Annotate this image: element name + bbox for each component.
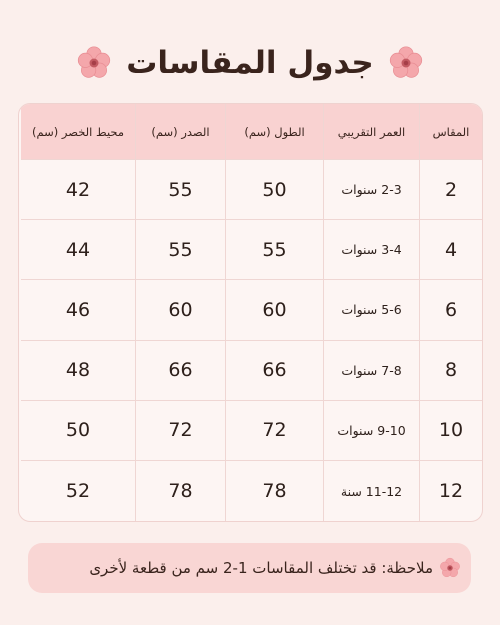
table-header-row	[19, 104, 482, 160]
waist-cell: 50	[21, 401, 135, 461]
length-cell: 72	[225, 401, 323, 461]
age-cell: 2-3 سنوات	[323, 160, 419, 220]
chest-cell: 55	[135, 220, 225, 280]
flower-icon	[439, 557, 461, 579]
table-row	[19, 160, 482, 220]
age-cell: 9-10 سنوات	[323, 401, 419, 461]
waist-cell: 52	[65, 480, 91, 503]
length-cell: 66	[225, 341, 323, 401]
size-cell: 2	[419, 160, 482, 220]
waist-cell: 42	[21, 160, 135, 220]
age-cell: 11-12 سنة	[323, 461, 419, 521]
length-cell: 55	[225, 220, 323, 280]
column-header: الصدر (سم)	[135, 104, 225, 160]
age-cell: 5-6 سنوات	[323, 280, 419, 340]
note-box	[28, 543, 471, 593]
length-cell: 60	[225, 280, 323, 340]
table-row	[19, 461, 482, 521]
waist-cell: 48	[21, 341, 135, 401]
waist-cell: 44	[21, 220, 135, 280]
table-row	[19, 220, 482, 280]
size-table	[18, 103, 483, 522]
column-header: محيط الخصر (سم)	[21, 104, 135, 160]
page-title: جدول المقاسات	[126, 45, 374, 81]
table-row	[19, 401, 482, 461]
size-cell: 8	[419, 341, 482, 401]
chest-cell: 78	[135, 461, 225, 521]
age-cell: 3-4 سنوات	[323, 220, 419, 280]
length-cell: 78	[225, 461, 323, 521]
size-cell: 10	[419, 401, 482, 461]
flower-icon	[76, 45, 112, 81]
chest-cell: 60	[135, 280, 225, 340]
column-header: المقاس	[419, 104, 482, 160]
column-header: العمر التقريبي	[323, 104, 419, 160]
table-row	[19, 341, 482, 401]
table-row	[19, 280, 482, 340]
size-cell: 4	[419, 220, 482, 280]
chest-cell: 72	[135, 401, 225, 461]
note-text: ملاحظة: قد تختلف المقاسات 1-2 سم من قطعة لأخرى	[89, 559, 433, 577]
length-cell: 50	[225, 160, 323, 220]
waist-cell: 46	[21, 280, 135, 340]
column-header: الطول (سم)	[225, 104, 323, 160]
chest-cell: 66	[135, 341, 225, 401]
size-cell: 6	[419, 280, 482, 340]
flower-icon	[388, 45, 424, 81]
size-cell: 12	[419, 461, 482, 521]
title-row	[0, 38, 500, 88]
chest-cell: 55	[135, 160, 225, 220]
age-cell: 7-8 سنوات	[323, 341, 419, 401]
